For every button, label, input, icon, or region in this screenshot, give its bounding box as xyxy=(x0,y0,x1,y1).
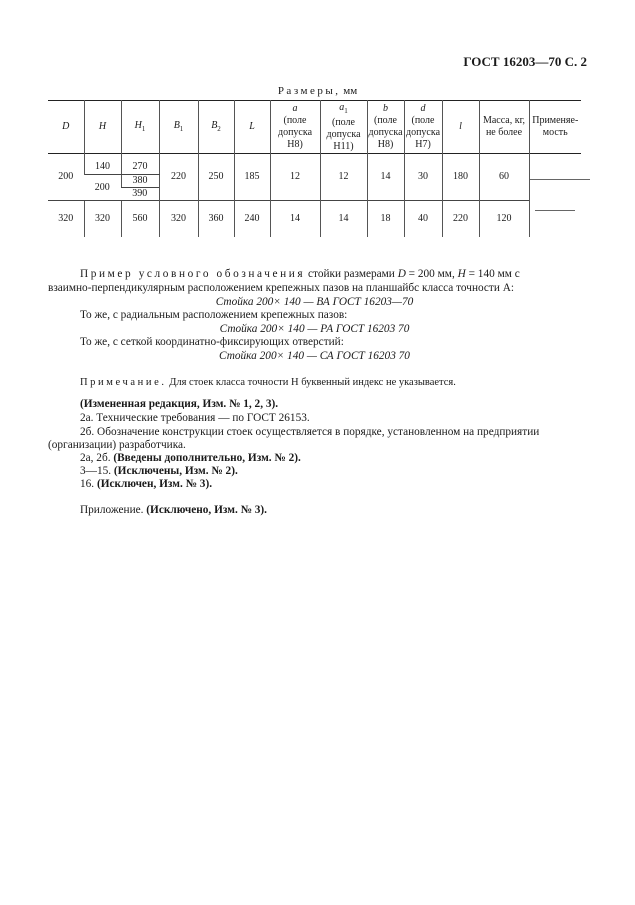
cell-a1-14: 14 xyxy=(320,201,367,237)
col-H1: $H_1$ xyxy=(121,101,159,154)
cell-a-14: 14 xyxy=(270,201,320,237)
col-L: L xyxy=(234,101,270,154)
col-use: Применяе- мость xyxy=(529,101,581,154)
clause-2b-line1: 2б. Обозначение конструкции стоек осуществляется в порядке, установленном на предприятии xyxy=(80,426,540,438)
caption-label: Размеры, xyxy=(277,85,341,97)
cell-b-14: 14 xyxy=(367,154,404,201)
table-caption xyxy=(0,85,635,97)
cell-L-185: 185 xyxy=(234,154,270,201)
cell-D-320: 320 xyxy=(48,201,84,237)
designation-1: Стойка 200× 140 — ВА ГОСТ 16203—70 xyxy=(215,296,414,308)
cell-a-12: 12 xyxy=(270,154,320,201)
use-dash xyxy=(535,210,575,211)
col-a1: $a_1$ (поле допуска H11) xyxy=(320,101,367,154)
cell-l-180: 180 xyxy=(442,154,479,201)
clause-2b-line2: (организации) разработчика. xyxy=(48,439,186,451)
clause-2a-2b: 2а, 2б. (Введены дополнительно, Изм. № 2). xyxy=(80,452,301,464)
col-D: D xyxy=(62,121,70,132)
cell-D-200: 200 xyxy=(58,171,74,182)
cell-H-200: 200 xyxy=(84,175,121,201)
col-a: a (поле допуска H8) xyxy=(270,101,320,154)
cell-mass-120: 120 xyxy=(479,201,529,237)
note: Примечание. Для стоек класса точности Н буквенный индекс не указывается. xyxy=(80,377,456,388)
cell-H1-270: 270 xyxy=(121,154,159,175)
table-row xyxy=(48,154,581,175)
dimensions-table xyxy=(48,100,581,237)
table-row xyxy=(48,201,581,213)
cell-a1-12: 12 xyxy=(320,154,367,201)
designation-2: Стойка 200× 140 — РА ГОСТ 16203 70 xyxy=(219,323,410,335)
designation-3: Стойка 200× 140 — СА ГОСТ 16203 70 xyxy=(219,350,410,362)
cell-L-240: 240 xyxy=(234,201,270,237)
appendix-note: Приложение. (Исключено, Изм. № 3). xyxy=(80,504,268,516)
revised-note: (Измененная редакция, Изм. № 1, 2, 3). xyxy=(80,398,279,410)
clause-2a: 2а. Технические требования — по ГОСТ 26153. xyxy=(80,412,310,424)
cell-mass-60: 60 xyxy=(479,154,529,201)
cell-B2-250: 250 xyxy=(198,154,234,201)
cell-B2-360: 360 xyxy=(198,201,234,237)
col-B1: $B_1$ xyxy=(159,101,198,154)
example-lead: Пример условного обозначения стойки размерами D = 200 мм, H = 140 мм с xyxy=(80,268,520,280)
cell-H-320: 320 xyxy=(84,201,121,237)
cell-d-40: 40 xyxy=(404,201,442,237)
cell-l-220: 220 xyxy=(442,201,479,237)
col-l: l xyxy=(442,101,479,154)
col-H: H xyxy=(84,101,121,154)
clause-16: 16. (Исключен, Изм. № 3). xyxy=(80,478,213,490)
cell-H1-560: 560 xyxy=(121,201,159,237)
cell-b-18: 18 xyxy=(367,201,404,237)
col-d: d (поле допуска H7) xyxy=(404,101,442,154)
cell-B1-220: 220 xyxy=(159,154,198,201)
same-radial: То же, с радиальным расположением крепежных пазов: xyxy=(80,309,348,321)
same-grid: То же, с сеткой координатно-фиксирующих отверстий: xyxy=(80,336,344,348)
col-mass: Масса, кг, не более xyxy=(479,101,529,154)
clause-3-15: 3—15. (Исключены, Изм. № 2). xyxy=(80,465,238,477)
cell-d-30: 30 xyxy=(404,154,442,201)
cell-B1-320: 320 xyxy=(159,201,198,237)
cell-H-140: 140 xyxy=(84,154,121,175)
table-header-row xyxy=(48,101,581,154)
col-b: b (поле допуска H8) xyxy=(367,101,404,154)
document-header: ГОСТ 16203—70 С. 2 xyxy=(463,54,587,69)
cell-use xyxy=(529,154,581,237)
cell-H1-390: 390 xyxy=(132,188,148,199)
cell-H1-380: 380 xyxy=(121,175,159,188)
caption-unit: мм xyxy=(343,85,358,97)
col-B2: $B_2$ xyxy=(198,101,234,154)
example-line2: взаимно-перпендикулярным расположением крепежных пазов на планшайбс класса точности А: xyxy=(48,282,515,294)
